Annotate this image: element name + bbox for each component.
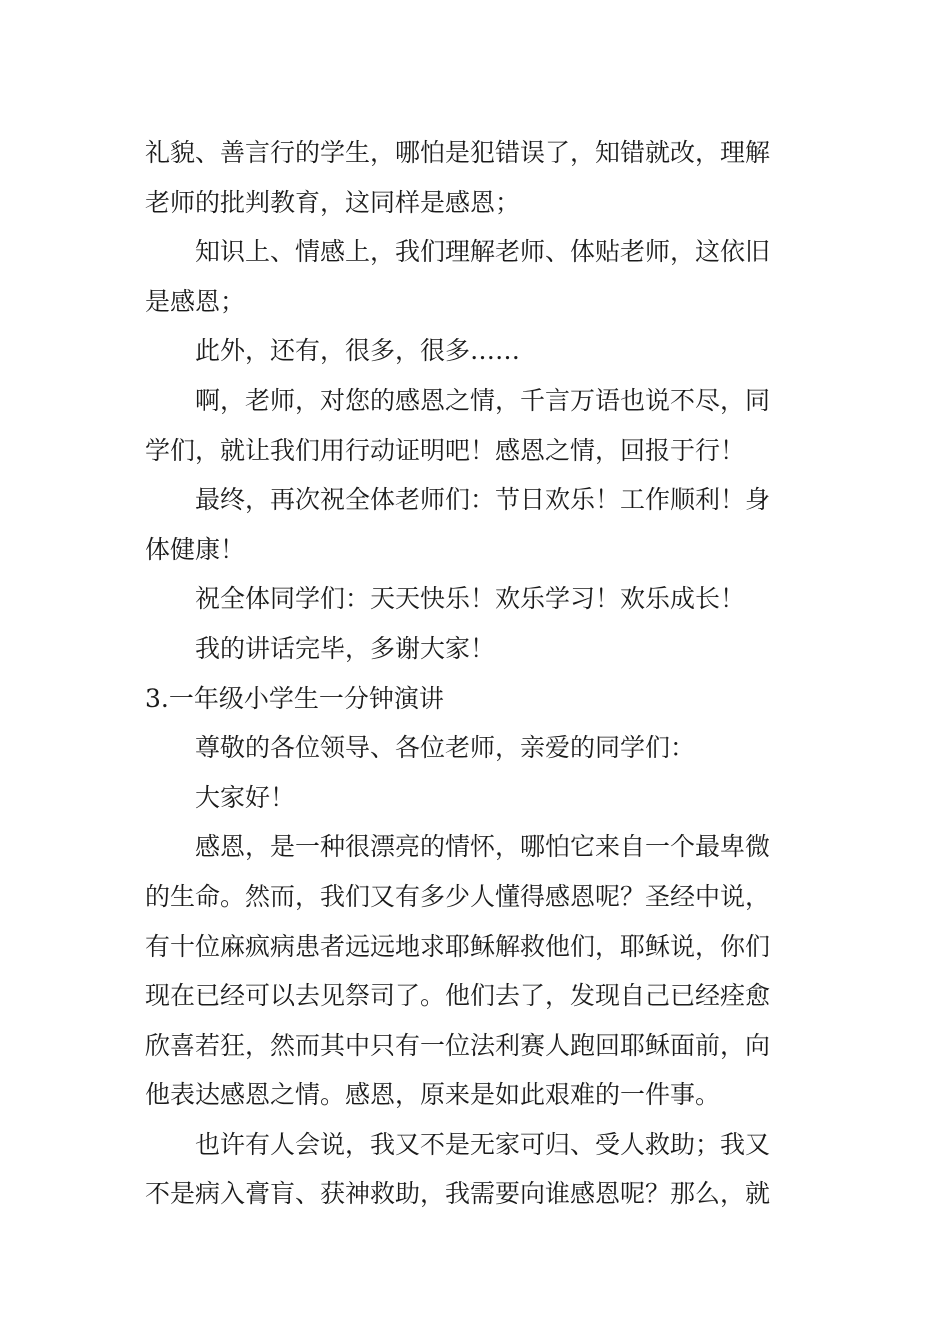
text-line: 是感恩； bbox=[145, 286, 246, 316]
text-line: 尊敬的各位领导、各位老师，亲爱的同学们： bbox=[195, 733, 696, 763]
text-line: 欣喜若狂，然而其中只有一位法利赛人跑回耶稣面前，向 bbox=[145, 1030, 771, 1060]
text-line: 他表达感恩之情。感恩，原来是如此艰难的一件事。 bbox=[145, 1080, 721, 1110]
text-line: 礼貌、善言行的学生，哪怕是犯错误了，知错就改，理解 bbox=[145, 138, 771, 167]
text-line: 此外，还有，很多，很多…… bbox=[195, 336, 521, 366]
text-line: 知识上、情感上，我们理解老师、体贴老师，这依旧 bbox=[195, 237, 771, 267]
text-line: 我的讲话完毕，多谢大家！ bbox=[195, 633, 496, 663]
text-line: 学们，就让我们用行动证明吧！感恩之情，回报于行！ bbox=[145, 435, 746, 465]
document-page bbox=[145, 128, 810, 1219]
text-line: 现在已经可以去见祭司了。他们去了，发现自己已经痊愈 bbox=[145, 981, 771, 1011]
text-line: 感恩，是一种很漂亮的情怀，哪怕它来自一个最卑微 bbox=[195, 832, 771, 862]
text-line: 最终，再次祝全体老师们：节日欢乐！工作顺利！身 bbox=[195, 485, 771, 515]
text-line: 有十位麻疯病患者远远地求耶稣解救他们，耶稣说，你们 bbox=[145, 931, 771, 961]
text-line: 祝全体同学们：天天快乐！欢乐学习！欢乐成长！ bbox=[195, 584, 746, 614]
text-line: 大家好！ bbox=[195, 782, 296, 812]
text-line: 体健康！ bbox=[145, 534, 246, 564]
text-line: 的生命。然而，我们又有多少人懂得感恩呢？圣经中说， bbox=[145, 881, 771, 911]
text-line: 不是病入膏肓、获神救助，我需要向谁感恩呢？那么，就 bbox=[145, 1179, 771, 1209]
text-line: 也许有人会说，我又不是无家可归、受人救助；我又 bbox=[195, 1129, 771, 1159]
text-line: 啊，老师，对您的感恩之情，千言万语也说不尽，同 bbox=[195, 385, 771, 415]
section-heading: 3.一年级小学生一分钟演讲 bbox=[145, 683, 444, 713]
text-line: 老师的批判教育，这同样是感恩； bbox=[145, 187, 521, 217]
